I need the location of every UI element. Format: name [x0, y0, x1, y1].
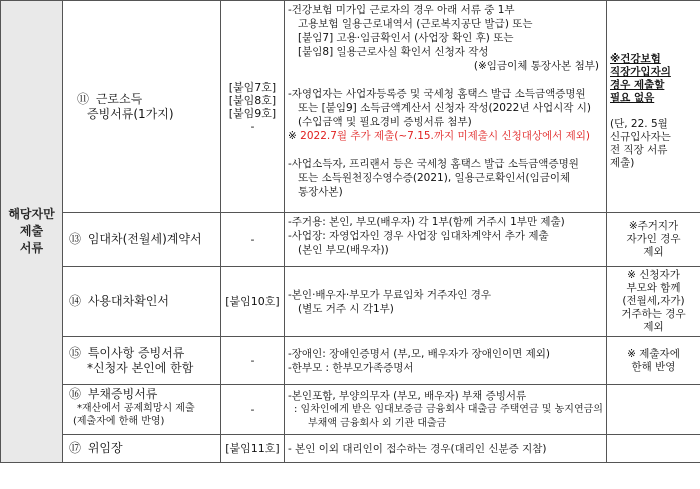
desc-line: (※임금이체 통장사본 첨부) [473, 60, 599, 72]
description-cell [285, 267, 607, 337]
table-row [1, 267, 700, 337]
item-sub-line: (제출자에 한해 반영) [73, 416, 165, 427]
desc-line: -본인포함, 부양의무자 (부모, 배우자) 부채 증빙서류 [288, 389, 527, 402]
table-row [1, 435, 700, 463]
note-line: 필요 없음 [610, 92, 655, 104]
note-cell [607, 385, 700, 435]
item-name-cell [63, 385, 221, 435]
desc-line: : 임차인에게 받은 임대보증금 금융회사 대출금 주택연금 및 농지연금의 [294, 403, 603, 415]
note-cell [607, 435, 700, 463]
note-line: ※ 제출자에 [627, 347, 680, 360]
item-name-line2: 증빙서류(1가지) [87, 106, 174, 121]
note-cell [607, 1, 700, 213]
attachment-ref: - [221, 213, 285, 267]
attachment-ref: [붙임10호] [221, 267, 285, 337]
attachment-ref: [붙임7호] [228, 80, 277, 94]
desc-line: 부채액 금융회사 외 기관 대출금 [308, 417, 447, 429]
note-line: 제외 [643, 246, 664, 258]
item-name: 부채증빙서류 [87, 387, 158, 401]
table-row [1, 213, 700, 267]
section-header-cell [1, 1, 63, 463]
table-row [1, 337, 700, 385]
item-number: ⑭ [69, 294, 82, 308]
note-line: 신규입사자는 [610, 131, 671, 143]
description-cell [285, 337, 607, 385]
note-line: 부모와 함께 [626, 282, 681, 294]
item-sub-line: *재산에서 공제희망시 제출 [77, 403, 195, 414]
note-line: 직장가입자의 [610, 66, 671, 78]
note-line: 제외 [643, 321, 664, 333]
desc-line: -본인·배우자·부모가 무료임차 거주자인 경우 [288, 288, 492, 301]
item-number: ⑯ [69, 387, 82, 401]
item-number: ⑮ [69, 345, 82, 360]
note-cell [607, 213, 700, 267]
note-cell [607, 337, 700, 385]
description-cell [285, 385, 607, 435]
desc-line: 또는 소득원천징수영수증(2021), 일용근로확인서(임금이체 [298, 172, 571, 184]
attachment-ref: [붙임11호] [221, 435, 285, 463]
desc-line: [붙임7] 고용·임금확인서 (사업장 확인 후) 또는 [298, 32, 514, 44]
item-number: ⑪ [77, 91, 90, 106]
desc-line: [붙임8] 일용근로사실 확인서 신청자 작성 [298, 46, 489, 58]
description-cell [285, 213, 607, 267]
attachment-ref-cell [221, 1, 285, 213]
note-cell [607, 267, 700, 337]
warning-text: 2022.7월 추가 제출(~7.15.까지 미제출시 신청대상에서 제외) [300, 130, 591, 142]
desc-line: -사업소득자, 프리랜서 등은 국세청 홈택스 발급 소득금액증명원 [288, 158, 579, 170]
item-name-cell [63, 1, 221, 213]
desc-line: (본인 부모(배우자)) [298, 244, 389, 256]
table-row [1, 385, 700, 435]
note-line: ※주거지가 [628, 220, 679, 232]
note-line: (전월세,자가) [622, 295, 685, 307]
item-name-cell [63, 337, 221, 385]
attachment-ref: - [250, 119, 255, 133]
note-line: 거주하는 경우 [621, 308, 686, 320]
note-line: ※ 신청자가 [627, 269, 680, 281]
section-label: 해당자만 제출 서류 [8, 207, 55, 255]
desc-line: -자영업자는 사업자등록증 및 국세청 홈택스 발급 소득금액증명원 [288, 88, 586, 100]
note-line: 자가인 경우 [626, 233, 681, 245]
desc-line: - 본인 이외 대리인이 접수하는 경우(대리인 신분증 지참) [288, 442, 547, 455]
note-line: 한해 반영 [631, 360, 676, 373]
attachment-ref: - [221, 337, 285, 385]
table-row [1, 1, 700, 213]
desc-line: -사업장: 자영업자인 경우 사업장 임대차계약서 추가 제출 [288, 230, 549, 242]
item-name-line2: *신청자 본인에 한함 [87, 360, 194, 375]
desc-line: -한부모 : 한부모가족증명서 [288, 361, 414, 374]
desc-line: 통장사본) [298, 186, 343, 198]
desc-warning-line [288, 129, 603, 143]
note-line: 전 직장 서류 [610, 144, 668, 156]
item-name: 임대차(전월세)계약서 [87, 232, 202, 246]
attachment-ref: [붙임9호] [228, 106, 277, 120]
description-cell [285, 435, 607, 463]
item-name: 특이사항 증빙서류 [87, 345, 185, 360]
warning-mark: ※ [288, 130, 297, 142]
desc-line: (수입금액 및 필요경비 증빙서류 첨부) [298, 116, 472, 128]
item-name-cell [63, 267, 221, 337]
desc-line: -장애인: 장애인증명서 (부,모, 배우자가 장애인이면 제외) [288, 347, 551, 360]
note-line: ※건강보험 [610, 53, 661, 65]
item-name: 사용대차확인서 [87, 294, 169, 308]
note-line: (단, 22. 5월 [610, 118, 668, 130]
item-name: 근로소득 [95, 91, 143, 106]
desc-line: (별도 거주 시 각1부) [298, 302, 394, 315]
desc-line: -건강보험 미가입 근로자의 경우 아래 서류 중 1부 [288, 4, 515, 16]
item-name-cell [63, 213, 221, 267]
item-number: ⑬ [69, 232, 82, 246]
note-line: 제출) [610, 157, 635, 169]
desc-line: 또는 [붙임9] 소득금액계산서 신청자 작성(2022년 사업시작 시) [298, 102, 591, 114]
note-line: 경우 제출할 [610, 79, 665, 91]
item-name: 위임장 [87, 441, 123, 455]
desc-line: -주거용: 본인, 부모(배우자) 각 1부(함께 거주시 1부만 제출) [288, 216, 565, 228]
attachment-ref: - [221, 385, 285, 435]
item-number: ⑰ [69, 441, 82, 455]
description-cell [285, 1, 607, 213]
desc-line: 고용보험 일용근로내역서 (근로복지공단 발급) 또는 [298, 18, 533, 30]
attachment-ref: [붙임8호] [228, 93, 277, 107]
item-name-cell [63, 435, 221, 463]
